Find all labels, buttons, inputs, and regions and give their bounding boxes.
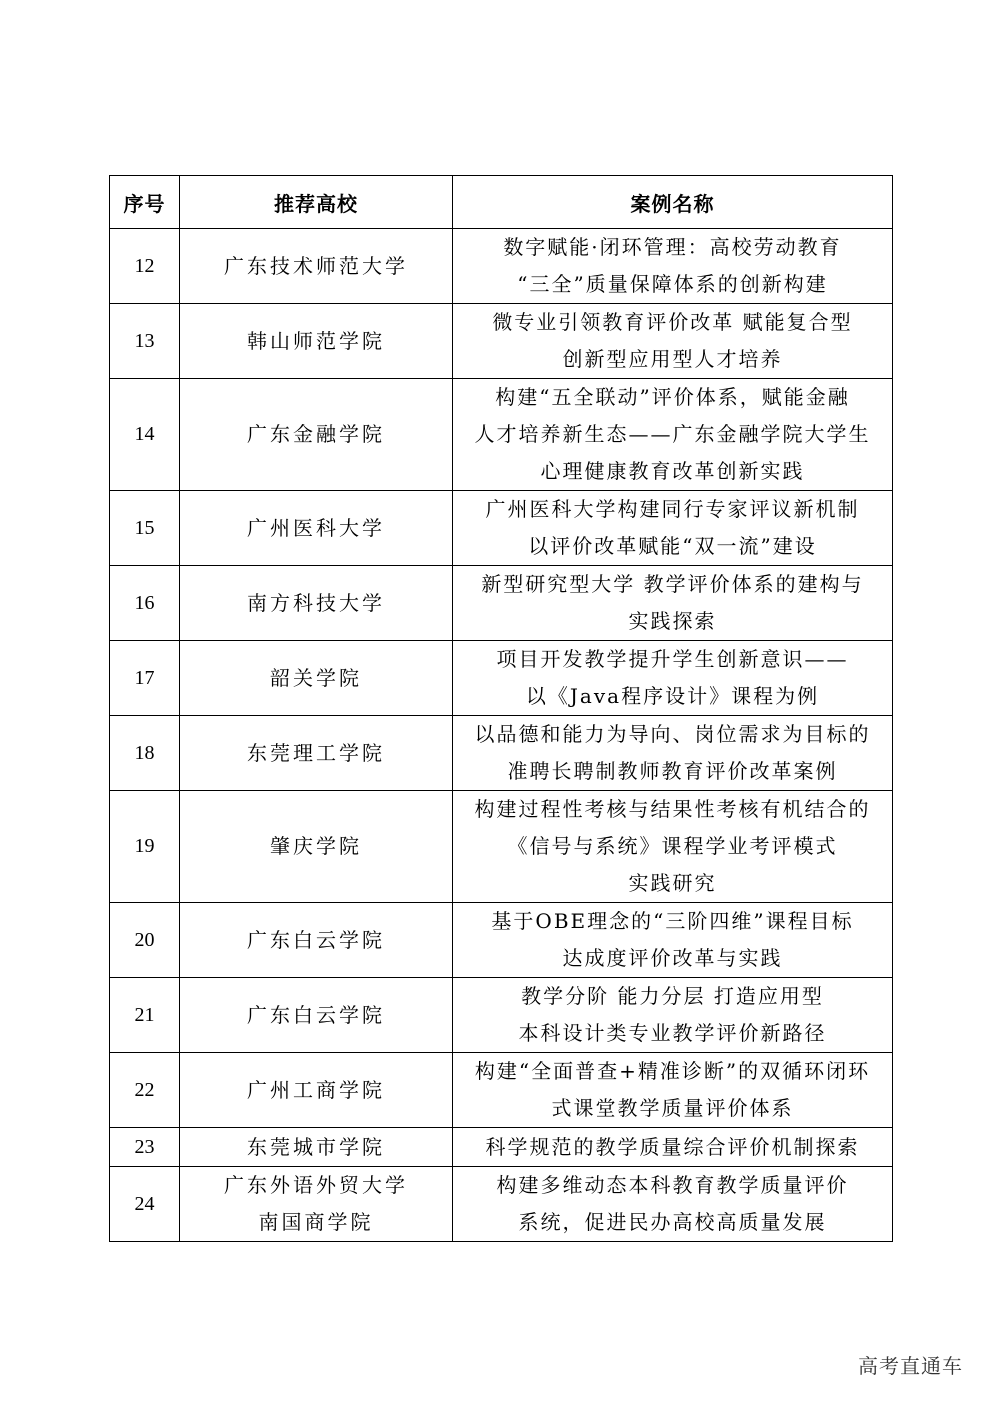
case-line: 人才培养新生态——广东金融学院大学生: [474, 422, 871, 446]
case-line: 构建“全面普查+精准诊断”的双循环闭环: [474, 1059, 871, 1083]
case-line: 数字赋能·闭环管理：高校劳动教育: [503, 235, 842, 259]
school-line: 肇庆学院: [270, 834, 362, 858]
row-school: [180, 229, 453, 304]
case-line: 系统，促进民办高校高质量发展: [518, 1210, 827, 1234]
case-line: 实践研究: [628, 871, 717, 895]
row-case-name: [453, 1167, 893, 1242]
school-line: 南方科技大学: [247, 590, 385, 615]
case-line: 新型研究型大学 教学评价体系的建构与: [481, 572, 864, 596]
school-line: 南国商学院: [258, 1210, 374, 1234]
school-line: 广东白云学院: [247, 1002, 385, 1027]
case-line: 以品德和能力为导向、岗位需求为目标的: [474, 722, 871, 746]
row-school: [180, 978, 453, 1053]
school-line: 广州医科大学: [247, 515, 385, 540]
header-case-name: 案例名称: [453, 176, 893, 229]
table-row: [110, 1167, 893, 1242]
case-line: 项目开发教学提升学生创新意识——: [496, 647, 849, 671]
row-index: 22: [110, 1053, 180, 1128]
row-school: [180, 304, 453, 379]
school-line: 广州工商学院: [247, 1077, 385, 1102]
row-case-name: [453, 379, 893, 491]
table-row: [110, 379, 893, 491]
row-school: [180, 641, 453, 716]
table-header-row: [110, 176, 893, 229]
table-row: [110, 1053, 893, 1128]
row-school: [180, 566, 453, 641]
case-line: 本科设计类专业教学评价新路径: [518, 1021, 827, 1045]
row-index: 23: [110, 1128, 180, 1167]
table-row: [110, 903, 893, 978]
case-line: 以《Java程序设计》课程为例: [525, 684, 820, 708]
row-case-name: [453, 716, 893, 791]
row-index: 24: [110, 1167, 180, 1242]
row-case-name: [453, 1128, 893, 1167]
table-row: [110, 978, 893, 1053]
case-line: 教学分阶 能力分层 打造应用型: [521, 984, 824, 1008]
row-index: 21: [110, 978, 180, 1053]
table-row: [110, 304, 893, 379]
row-case-name: [453, 566, 893, 641]
watermark-text: 高考直通车: [858, 1354, 963, 1378]
row-case-name: [453, 491, 893, 566]
row-index: 19: [110, 791, 180, 903]
case-line: 心理健康教育改革创新实践: [540, 459, 805, 483]
school-line: 广东金融学院: [247, 422, 385, 446]
table-row: [110, 491, 893, 566]
case-line: “三全”质量保障体系的创新构建: [517, 272, 828, 296]
row-school: [180, 491, 453, 566]
case-line: 基于OBE理念的“三阶四维”课程目标: [491, 909, 854, 933]
row-index: 15: [110, 491, 180, 566]
row-school: [180, 791, 453, 903]
school-line: 广东技术师范大学: [224, 253, 408, 278]
row-school: [180, 1053, 453, 1128]
school-line: 东莞城市学院: [247, 1134, 385, 1159]
row-index: 20: [110, 903, 180, 978]
case-line: 构建多维动态本科教育教学质量评价: [496, 1173, 849, 1197]
table-row: [110, 716, 893, 791]
table-row: [110, 229, 893, 304]
case-line: 构建“五全联动”评价体系，赋能金融: [495, 385, 850, 409]
table-body: [110, 229, 893, 1242]
case-line: 达成度评价改革与实践: [562, 946, 783, 970]
header-school: 推荐高校: [180, 176, 453, 229]
table-row: [110, 791, 893, 903]
row-index: 14: [110, 379, 180, 491]
row-case-name: [453, 1053, 893, 1128]
row-index: 17: [110, 641, 180, 716]
case-line: 微专业引领教育评价改革 赋能复合型: [492, 310, 853, 334]
row-school: [180, 903, 453, 978]
case-line: 实践探索: [628, 609, 717, 633]
row-school: [180, 1128, 453, 1167]
school-line: 韩山师范学院: [247, 328, 385, 353]
row-case-name: [453, 978, 893, 1053]
case-line: 《信号与系统》课程学业考评模式: [507, 834, 838, 858]
case-line: 科学规范的教学质量综合评价机制探索: [485, 1134, 860, 1159]
case-line: 广州医科大学构建同行专家评议新机制: [485, 497, 860, 521]
school-line: 广东白云学院: [247, 927, 385, 952]
header-index: 序号: [110, 176, 180, 229]
case-line: 以评价改革赋能“双一流”建设: [528, 534, 817, 558]
row-index: 12: [110, 229, 180, 304]
row-case-name: [453, 641, 893, 716]
case-line: 构建过程性考核与结果性考核有机结合的: [474, 797, 871, 821]
row-case-name: [453, 229, 893, 304]
row-school: [180, 716, 453, 791]
school-line: 东莞理工学院: [247, 740, 385, 765]
school-line: 广东外语外贸大学: [224, 1173, 408, 1197]
row-school: [180, 1167, 453, 1242]
table-row: [110, 1128, 893, 1167]
row-index: 16: [110, 566, 180, 641]
case-table: [109, 175, 893, 1242]
row-case-name: [453, 304, 893, 379]
case-line: 式课堂教学质量评价体系: [551, 1096, 794, 1120]
school-line: 韶关学院: [270, 665, 362, 690]
case-line: 创新型应用型人才培养: [562, 347, 783, 371]
table-row: [110, 566, 893, 641]
row-index: 13: [110, 304, 180, 379]
row-index: 18: [110, 716, 180, 791]
row-case-name: [453, 791, 893, 903]
table-row: [110, 641, 893, 716]
row-case-name: [453, 903, 893, 978]
row-school: [180, 379, 453, 491]
case-line: 准聘长聘制教师教育评价改革案例: [507, 759, 838, 783]
